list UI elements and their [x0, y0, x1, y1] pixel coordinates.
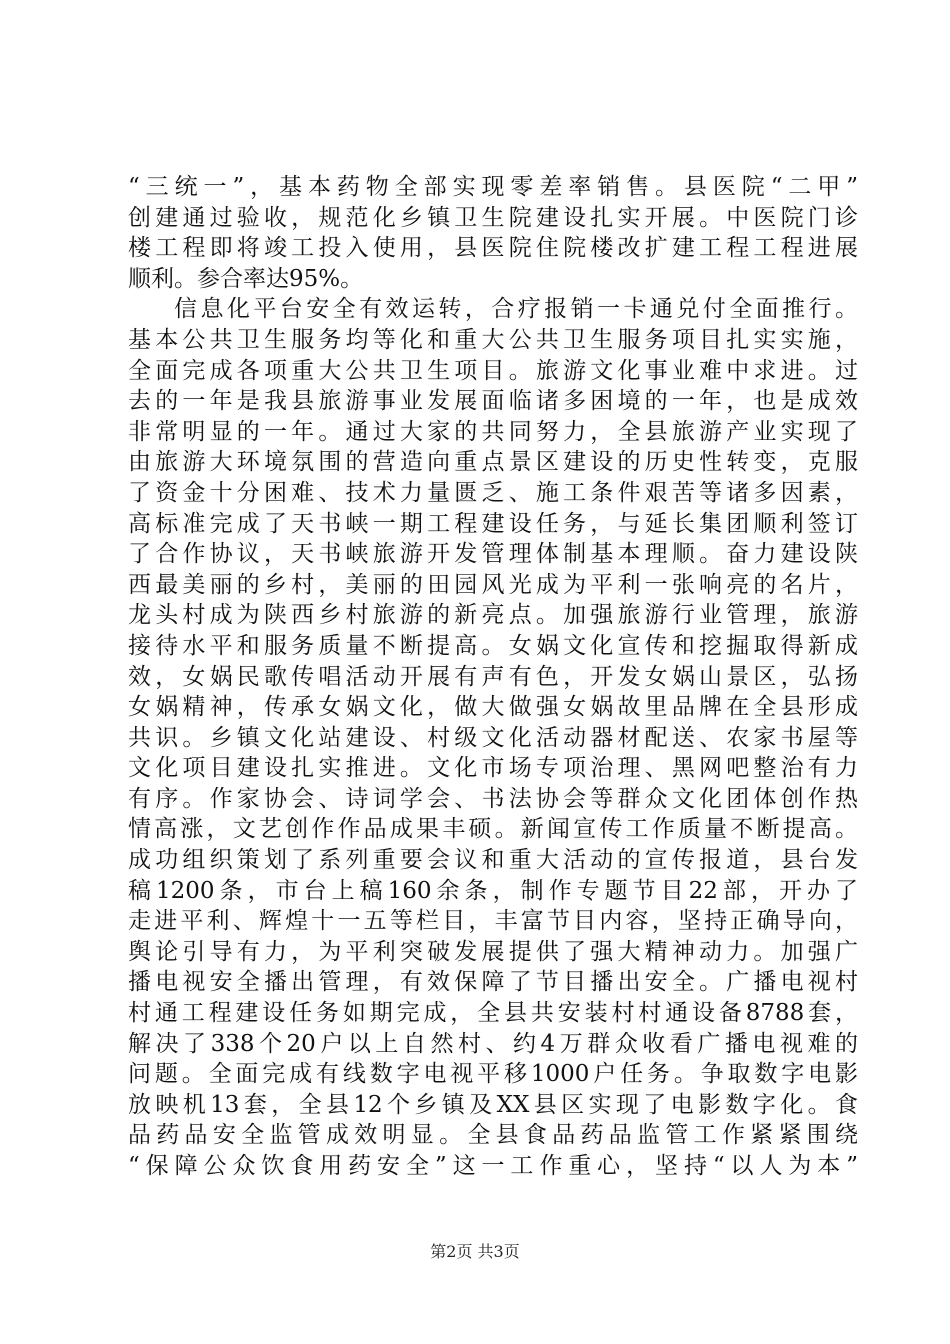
paragraph: [128, 294, 858, 1181]
text-line: 楼工程即将竣工投入使用，县医院住院楼改扩建工程工程进展: [128, 235, 858, 262]
text-line: 问题。全面完成有线数字电视平移1000户任务。争取数字电影: [128, 1061, 858, 1088]
text-line: 顺利。参合率达95%。: [128, 265, 364, 292]
text-line: “三统一”，基本药物全部实现零差率销售。县医院“二甲”: [128, 174, 858, 200]
text-line: 村通工程建设任务如期完成，全县共安装村村通设备8788套，: [128, 1000, 858, 1027]
text-line: 创建通过验收，规范化乡镇卫生院建设扎实开展。中医院门诊: [128, 204, 858, 231]
text-line: 高标准完成了天书峡一期工程建设任务，与延长集团顺利签订: [128, 510, 858, 537]
text-line: 有序。作家协会、诗词学会、书法协会等群众文化团体创作热: [128, 785, 858, 812]
text-line: 放映机13套，全县12个乡镇及XX县区实现了电影数字化。食: [128, 1091, 858, 1118]
text-line: 走进平利、辉煌十一五等栏目，丰富节目内容，坚持正确导向，: [128, 908, 858, 935]
text-line: 成功组织策划了系列重要会议和重大活动的宣传报道，县台发: [128, 847, 858, 874]
text-line: 解决了338个20户以上自然村、约4万群众收看广播电视难的: [128, 1030, 858, 1057]
text-line: 了资金十分困难、技术力量匮乏、施工条件艰苦等诸多因素，: [128, 479, 858, 506]
text-line: 非常明显的一年。通过大家的共同努力，全县旅游产业实现了: [128, 418, 858, 445]
text-line: 基本公共卫生服务均等化和重大公共卫生服务项目扎实实施，: [128, 326, 858, 353]
text-line: 信息化平台安全有效运转，合疗报销一卡通兑付全面推行。: [174, 296, 858, 323]
text-line: 女娲精神，传承女娲文化，做大做强女娲故里品牌在全县形成: [128, 694, 858, 721]
text-line: 了合作协议，天书峡旅游开发管理体制基本理顺。奋力建设陕: [128, 541, 858, 568]
text-line: “保障公众饮食用药安全”这一工作重心，坚持“以人为本”: [128, 1153, 858, 1179]
text-line: 播电视安全播出管理，有效保障了节目播出安全。广播电视村: [128, 969, 858, 996]
text-line: 稿1200条，市台上稿160余条，制作专题节目22部，开办了: [128, 877, 858, 904]
text-line: 全面完成各项重大公共卫生项目。旅游文化事业难中求进。过: [128, 357, 858, 384]
page-footer: 第2页 共3页: [430, 1242, 520, 1261]
paragraph: [128, 172, 858, 294]
text-line: 文化项目建设扎实推进。文化市场专项治理、黑网吧整治有力: [128, 755, 858, 782]
text-line: 舆论引导有力，为平利突破发展提供了强大精神动力。加强广: [128, 938, 858, 965]
text-line: 接待水平和服务质量不断提高。女娲文化宣传和挖掘取得新成: [128, 632, 858, 659]
text-line: 品药品安全监管成效明显。全县食品药品监管工作紧紧围绕: [128, 1122, 858, 1149]
body-text: [128, 172, 858, 1182]
text-line: 共识。乡镇文化站建设、村级文化活动器材配送、农家书屋等: [128, 724, 858, 751]
text-line: 情高涨，文艺创作作品成果丰硕。新闻宣传工作质量不断提高。: [128, 816, 858, 843]
text-line: 去的一年是我县旅游事业发展面临诸多困境的一年，也是成效: [128, 388, 858, 415]
text-line: 由旅游大环境氛围的营造向重点景区建设的历史性转变，克服: [128, 449, 858, 476]
text-line: 效，女娲民歌传唱活动开展有声有色，开发女娲山景区，弘扬: [128, 663, 858, 690]
text-line: 龙头村成为陕西乡村旅游的新亮点。加强旅游行业管理，旅游: [128, 602, 858, 629]
text-line: 西最美丽的乡村，美丽的田园风光成为平利一张响亮的名片，: [128, 571, 858, 598]
